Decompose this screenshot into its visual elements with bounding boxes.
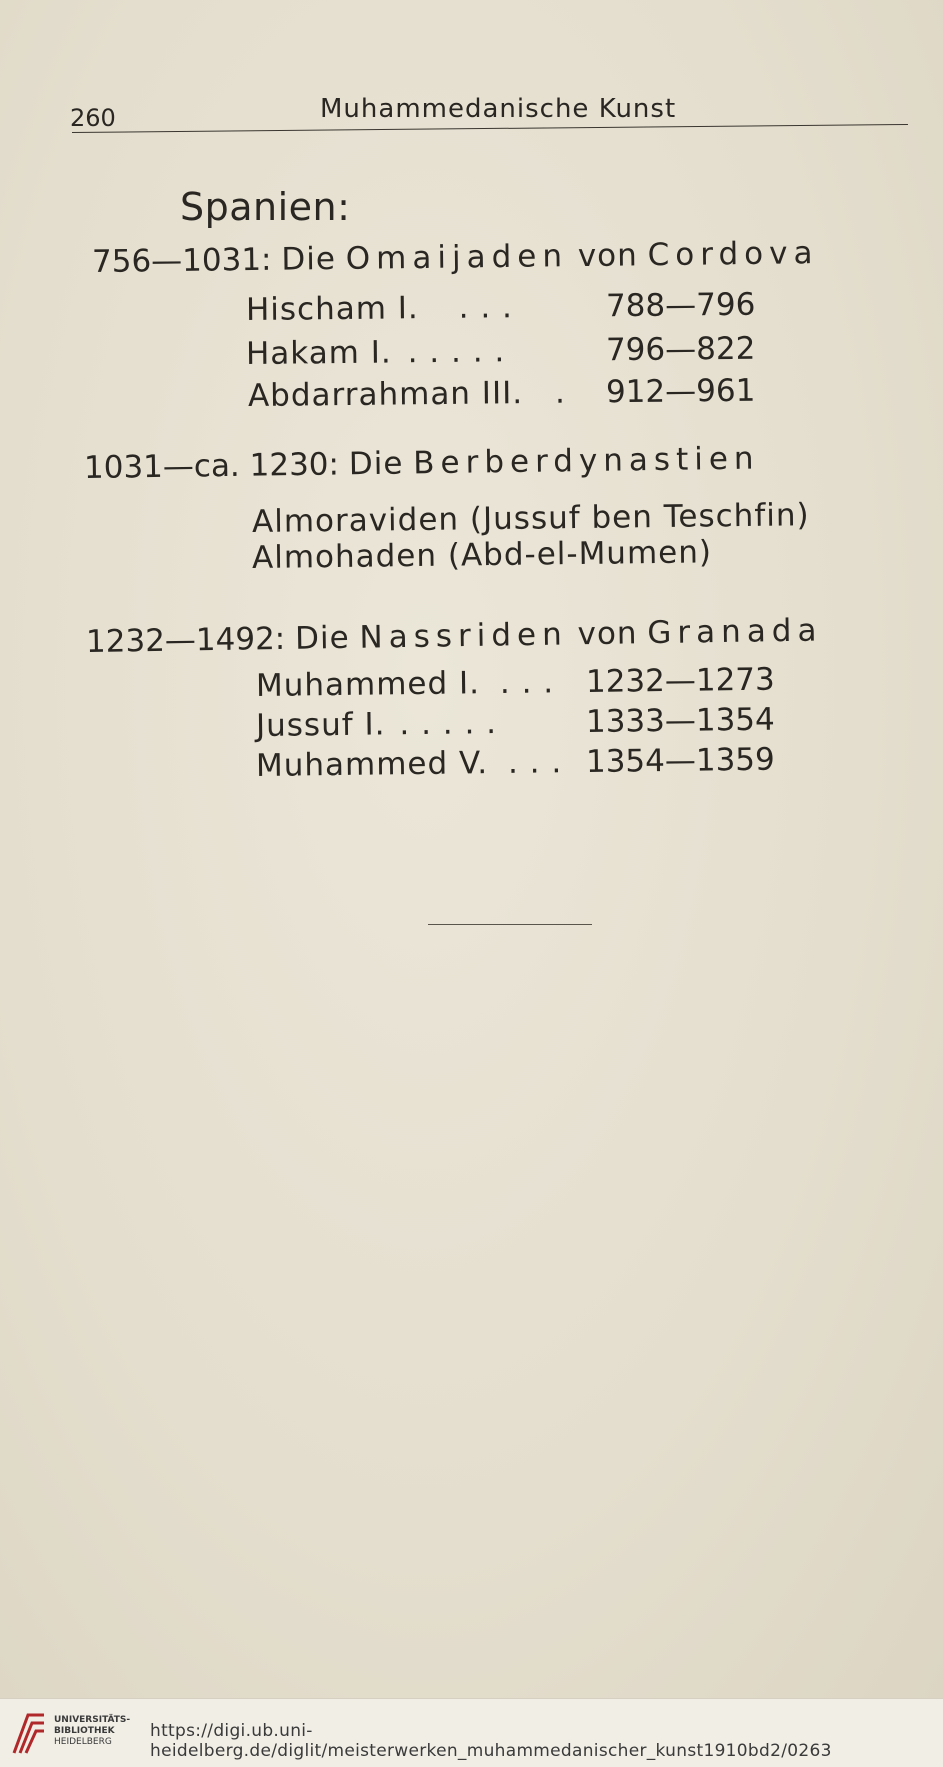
period-dates: 756—1031:	[91, 241, 272, 280]
running-title: Muhammedanische Kunst	[320, 94, 677, 124]
dynasty-word: von	[577, 615, 638, 653]
dynasty-word: von	[577, 237, 639, 275]
dynasty-word: Die	[294, 619, 350, 657]
ruler-row	[245, 330, 756, 372]
period-heading	[92, 235, 819, 280]
subdynasty: Almohaden (Abd-el-Mumen)	[251, 534, 713, 576]
leader-dots: . . .	[507, 744, 563, 781]
leader-dots: . . .	[499, 664, 555, 702]
header-rule	[72, 124, 908, 133]
ruler-name: Hakam I.	[245, 334, 392, 372]
ruler-row	[247, 372, 756, 414]
leader-dots: . . . . .	[399, 705, 498, 743]
institution-line: HEIDELBERG	[54, 1737, 112, 1747]
subdynasty: Almoraviden (Jussuf ben Teschfin)	[251, 497, 810, 540]
ub-heidelberg-logo-icon[interactable]	[10, 1709, 48, 1757]
ruler-dates: 1232—1273	[585, 661, 775, 700]
dynasty-place: Cordova	[647, 235, 819, 274]
period-dates: 1232—1492:	[85, 620, 286, 660]
ruler-dates: 1333—1354	[585, 701, 775, 740]
source-url-link[interactable]: https://digi.ub.uni-heidelberg.de/diglit/meisterwerken_muhammedanischer_kunst1910bd2/0263	[150, 1721, 832, 1761]
section-title: Spanien:	[180, 185, 351, 229]
ruler-dates: 912—961	[605, 372, 756, 411]
ruler-name: Abdarrahman III.	[247, 375, 524, 414]
viewer-footer	[0, 1698, 943, 1767]
period-heading	[86, 612, 823, 660]
leader-dots: . . .	[458, 289, 514, 326]
institution-line: UNIVERSITÄTS-	[54, 1715, 131, 1725]
dynasty-name: Nassriden	[359, 616, 568, 656]
dynasty-name: Omaijaden	[345, 238, 569, 277]
dynasty-name: Berberdynastien	[412, 440, 760, 482]
leader-dots: .	[554, 374, 567, 411]
ruler-name: Muhammed V.	[255, 745, 489, 784]
ruler-name: Muhammed I.	[255, 665, 481, 704]
leader-dots: . . . . .	[407, 333, 506, 371]
dynasty-word: Die	[348, 445, 404, 483]
ruler-row	[255, 701, 775, 744]
ruler-row	[255, 741, 775, 784]
dynasty-word: Die	[281, 241, 337, 278]
ruler-dates: 788—796	[605, 286, 756, 325]
ruler-row	[255, 661, 775, 704]
institution-name	[54, 1715, 130, 1748]
period-dates: 1031—ca. 1230:	[83, 446, 340, 486]
end-rule	[428, 924, 592, 925]
ruler-dates: 796—822	[605, 330, 756, 369]
ruler-name: Jussuf I.	[255, 706, 386, 744]
institution-line: BIBLIOTHEK	[54, 1726, 115, 1736]
ruler-name: Hischam I.	[245, 290, 419, 328]
ruler-dates: 1354—1359	[585, 741, 775, 780]
page-number: 260	[70, 104, 116, 132]
ruler-row	[245, 286, 756, 328]
period-heading	[84, 441, 760, 486]
dynasty-place: Granada	[647, 612, 823, 652]
